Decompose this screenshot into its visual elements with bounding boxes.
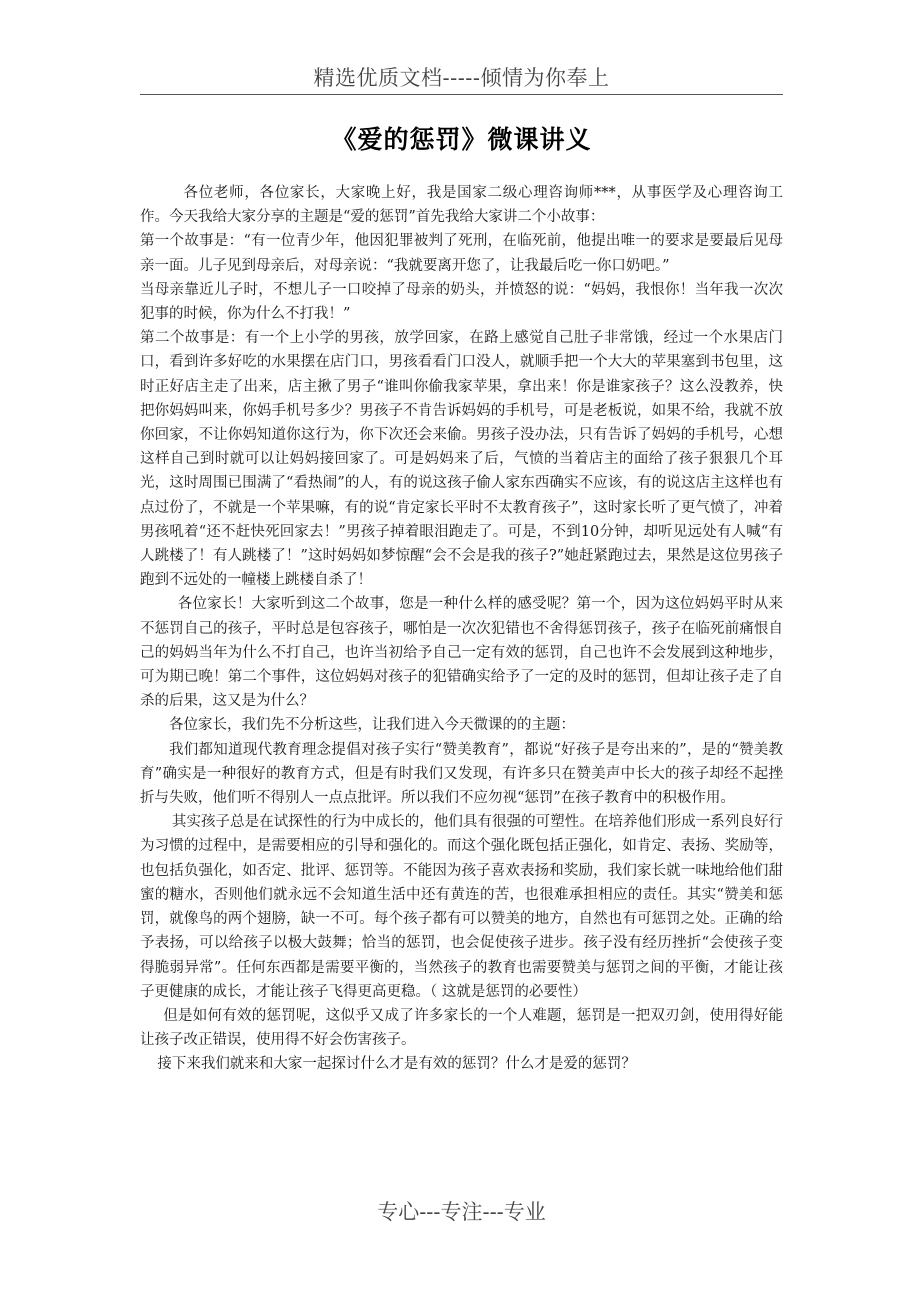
page-footer: 专心---专注---专业 [377, 1200, 546, 1224]
document-body [140, 181, 783, 1077]
paragraph-balance: 其实孩子总是在试探性的行为中成长的，他们具有很强的可塑性。在培养他们形成一系列良好行为习惯的过程中，是需要相应的引导和强化的。而这个强化既包括正强化，如肯定、表扬、奖励等，也包括负强化，如否定、批评、惩罚等。不能因为孩子喜欢表扬和奖励，我们家长就一味地给他们甜蜜的糖水，否则他们就永远不会知道生活中还有黄连的苦，也很难承担相应的责任。其实“赞美和惩罚，就像鸟的两个翅膀，缺一不可。每个孩子都有可以赞美的地方，自然也有可惩罚之处。正确的给予表扬，可以给孩子以极大鼓舞；恰当的惩罚，也会促使孩子进步。孩子没有经历挫折“会使孩子变得脆弱异常”。任何东西都是需要平衡的，当然孩子的教育也需要赞美与惩罚之间的平衡，才能让孩子更健康的成长，才能让孩子飞得更高更稳。（ 这就是惩罚的必要性） [140, 814, 783, 1000]
paragraph-reflection: 各位家长！大家听到这二个故事，您是一种什么样的感受呢？第一个，因为这位妈妈平时从来不惩罚自己的孩子，平时总是包容孩子，哪怕是一次次犯错也不舍得惩罚孩子，孩子在临死前痛恨自己的妈妈当年为什么不打自己，也许当初给予自己一定有效的惩罚，自己也许不会发展到这种地步，可为期已晚！第二个事件，这位妈妈对孩子的犯错确实给予了一定的及时的惩罚，但却让孩子走了自杀的后果，这又是为什么？ [140, 596, 783, 710]
paragraph-story-one-end: 当母亲靠近儿子时，不想儿子一口咬掉了母亲的奶头，并愤怒的说：“妈妈，我恨你！当年我一次次犯事的时候，你为什么不打我！” [140, 281, 783, 323]
document-title: 《爱的惩罚》微课讲义 [331, 125, 592, 154]
paragraph-topic-intro: 各位家长，我们先不分析这些，让我们进入今天微课的的主题： [169, 717, 575, 734]
paragraph-praise-education: 我们都知道现代教育理念提倡对孩子实行“赞美教育”，都说“好孩子是夸出来的”，是的“赞美教育”确实是一种很好的教育方式，但是有时我们又发现，有许多只在赞美声中长大的孩子却经不起挫折与失败，他们听不得别人一点点批评。所以我们不应勿视“惩罚”在孩子教育中的积极作用。 [140, 741, 783, 807]
paragraph-intro: 各位老师，各位家长，大家晚上好，我是国家二级心理咨询师***，从事医学及心理咨询工作。今天我给大家分享的主题是“爱的惩罚”首先我给大家讲二个小故事： [140, 185, 783, 226]
paragraph-next: 接下来我们就来和大家一起探讨什么才是有效的惩罚？什么才是爱的惩罚？ [157, 1056, 636, 1073]
page-header: 精选优质文档-----倾情为你奉上 [313, 66, 610, 90]
header-divider [140, 94, 783, 95]
paragraph-double-edged: 但是如何有效的惩罚呢，这似乎又成了许多家长的一个人难题，惩罚是一把双刃剑，使用得好能让孩子改正错误，使用得不好会伤害孩子。 [140, 1007, 783, 1049]
paragraph-story-one: 第一个故事是：“有一位青少年，他因犯罪被判了死刑，在临死前，他提出唯一的要求是要最后见母亲一面。儿子见到母亲后，对母亲说：“我就要离开您了，让我最后吃一你口奶吧。” [140, 233, 783, 274]
paragraph-story-two: 第二个故事是：有一个上小学的男孩，放学回家，在路上感觉自己肚子非常饿，经过一个水果店门口，看到许多好吃的水果摆在店门口，男孩看看门口没人，就顺手把一个大大的苹果塞到书包里，这时正好店主走了出来，店主揪了男子“谁叫你偷我家苹果，拿出来！你是谁家孩子？这么没教养，快把你妈妈叫来，你妈手机号多少？男孩子不肯告诉妈妈的手机号，可是老板说，如果不给，我就不放你回家，不让你妈知道你这行为，你下次还会来偷。男孩子没办法，只有告诉了妈妈的手机号，心想这样自己到时就可以让妈妈接回家了。可是妈妈来了后，气愤的当着店主的面给了孩子狠狠几个耳光，这时周围已围满了“看热闹”的人，有的说这孩子偷人家东西确实不应该，有的说这店主这样也有点过份了，不就是一个苹果嘛，有的说“肯定家长平时不太教育孩子”，这时家长听了更气愤了，冲着男孩吼着“还不赶快死回家去！”男孩子掉着眼泪跑走了。可是，不到10分钟，却听见远处有人喊“有人跳楼了！有人跳楼了！”这时妈妈如梦惊醒“会不会是我的孩子?”她赶紧跑过去，果然是这位男孩子跑到不远处的一幢楼上跳楼自杀了！ [140, 330, 783, 589]
